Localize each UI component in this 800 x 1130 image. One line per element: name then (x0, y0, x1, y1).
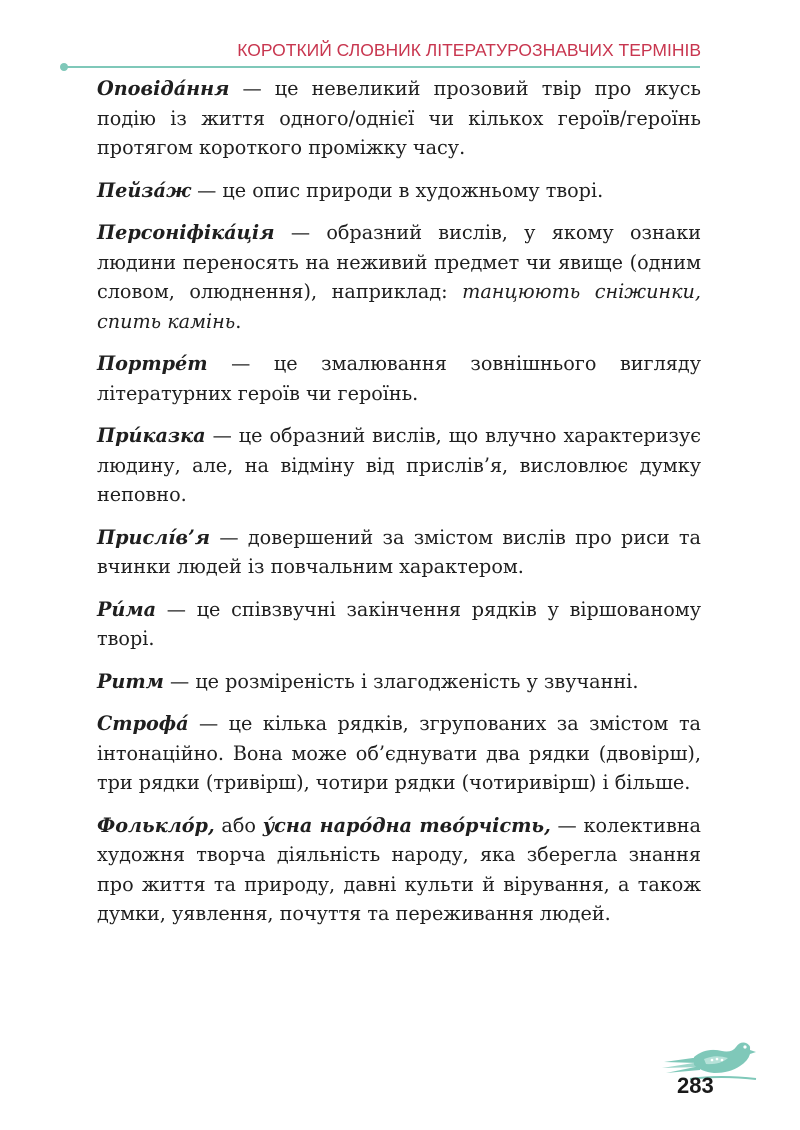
entry-term: Пейза́ж (97, 178, 192, 202)
page-header (0, 38, 800, 72)
entry-term-alt: у́сна наро́дна тво́рчість, (262, 813, 551, 837)
header-dot (60, 63, 68, 71)
glossary-content (97, 74, 701, 942)
entry-term: Портре́т (97, 352, 208, 375)
glossary-entry-strofa (97, 709, 701, 798)
entry-definition: — це невеликий прозовий твір про якусь подію із життя одного/однієї чи кількох героїв/героїнь протягом короткого проміжку часу. (97, 77, 701, 159)
glossary-entry-prykazka (97, 421, 701, 510)
glossary-entry-portret (97, 349, 701, 408)
entry-definition: — це кілька рядків, згрупованих за змістом та інтонаційно. Вона може об’єднувати два рядки (двовірш), три рядки (тривірш), чотири рядки (чотиривірш) і більше. (97, 712, 701, 794)
page-number: 283 (677, 1073, 714, 1098)
entry-definition: — це співзвучні закінчення рядків у віршованому творі. (97, 597, 701, 650)
entry-example: танцюють сніжинки, спить камінь (97, 280, 701, 333)
header-title: КОРОТКИЙ СЛОВНИК ЛІТЕРАТУРОЗНАВЧИХ ТЕРМІНІВ (237, 40, 701, 60)
entry-definition: — це опис природи в художньому творі. (191, 178, 604, 202)
glossary-entry-ryma (97, 595, 701, 654)
entry-term: Оповіда́ння (97, 77, 230, 100)
entry-term: Ритм (97, 669, 164, 693)
entry-term: Строфа́ (97, 712, 189, 735)
entry-tail: . (235, 309, 242, 333)
entry-definition: — це образний вислів, що влучно характеризує людину, але, на відміну від прислів’я, висловлює думку неповно. (97, 424, 701, 506)
entry-term: Прислі́в’я (97, 525, 211, 549)
entry-definition: — образний вислів, у якому ознаки людини переносять на неживий предмет чи явище (одним словом, олюднення), наприклад: (97, 221, 701, 303)
glossary-entry-opovidannia (97, 74, 701, 163)
entry-definition: — довершений за змістом вислів про риси та вчинки людей із повчальним характером. (97, 525, 701, 578)
entry-term: При́казка (97, 424, 206, 447)
glossary-entry-personifikatsiia (97, 218, 701, 336)
entry-term: Персоніфіка́ція (97, 221, 275, 244)
entry-definition: — це змалювання зовнішнього вигляду літературних героїв чи героїнь. (97, 352, 701, 405)
entry-term: Ри́ма (97, 597, 157, 621)
glossary-entry-rytm (97, 667, 701, 697)
entry-connector: або (214, 813, 263, 837)
entry-definition: — це розміреність і злагодженість у звучанні. (163, 669, 639, 693)
entry-definition: — колективна художня творча діяльність народу, яка зберегла знання про життя та природу, давні культи й вірування, а також думки, уявлення, почуття та переживання людей. (97, 813, 701, 925)
header-rule (64, 66, 700, 68)
glossary-entry-pryslivia (97, 523, 701, 582)
entry-term: Фолькло́р, (97, 813, 215, 837)
glossary-entry-folklor (97, 811, 701, 929)
glossary-entry-peizazh (97, 176, 701, 206)
